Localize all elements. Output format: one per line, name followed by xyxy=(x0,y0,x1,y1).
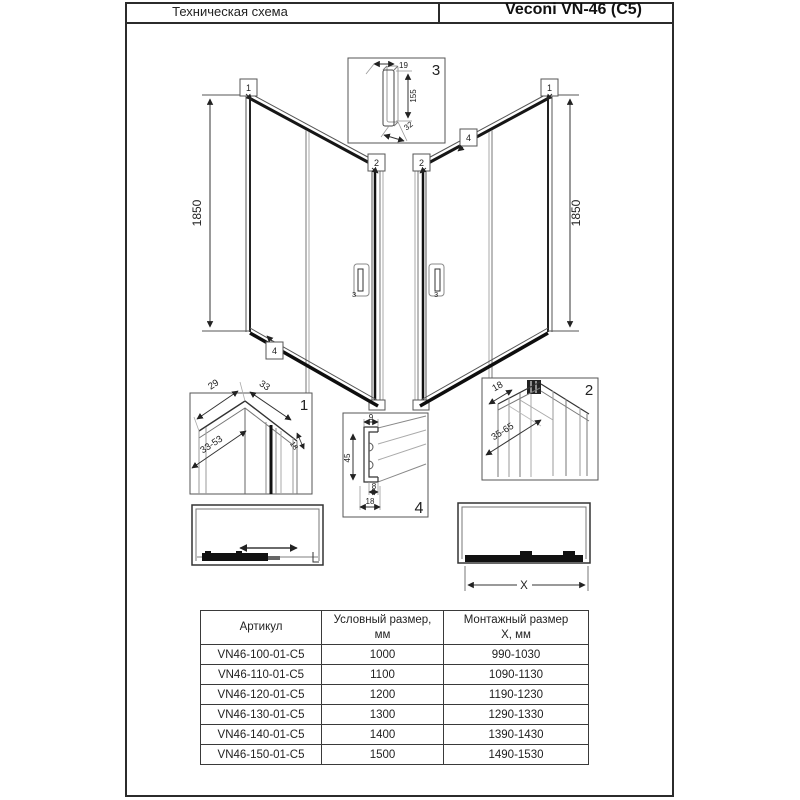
svg-text:1: 1 xyxy=(245,83,252,93)
detail-1-dim-range: 33-53 xyxy=(198,433,225,457)
detail-3-label: 3 xyxy=(431,62,441,79)
detail-1-dim-29: 29 xyxy=(206,377,222,393)
detail-4-dim-8: 8 xyxy=(371,482,377,491)
detail-4-label: 4 xyxy=(414,500,424,517)
svg-text:4: 4 xyxy=(465,133,472,143)
detail-2-dim-range: 35-65 xyxy=(489,420,516,443)
page-title: Техническая схема xyxy=(172,4,288,19)
detail-3-dim-19: 19 xyxy=(399,61,408,70)
table-row xyxy=(201,685,589,705)
table-row xyxy=(201,725,589,745)
plan-view-right xyxy=(458,503,590,592)
size-table xyxy=(200,610,589,765)
detail-1-dim-18: 18 xyxy=(287,439,301,452)
detail-2-label: 2 xyxy=(584,382,594,399)
plan-view-left xyxy=(192,505,323,565)
mount-cell: 1490-1530 xyxy=(444,745,589,765)
mount-cell: 1390-1430 xyxy=(444,725,589,745)
article-cell: VN46-110-01-C5 xyxy=(201,665,322,685)
detail-4 xyxy=(343,413,428,517)
technical-drawing xyxy=(125,22,672,600)
right-callout-3: 3 xyxy=(434,290,439,299)
detail-3-dim-155: 155 xyxy=(409,89,418,103)
table-row xyxy=(201,645,589,665)
detail-2-dim-18: 18 xyxy=(490,379,506,395)
right-height-label: 1850 xyxy=(569,199,583,227)
size-cell: 1200 xyxy=(322,685,444,705)
x-dimension xyxy=(465,566,588,592)
svg-text:1: 1 xyxy=(546,83,553,93)
article-cell: VN46-130-01-C5 xyxy=(201,705,322,725)
left-door-handle xyxy=(354,264,369,296)
product-title: Veconi VN-46 (C5) xyxy=(505,1,642,18)
detail-1-label: 1 xyxy=(299,397,309,414)
detail-4-dim-45: 45 xyxy=(343,453,352,463)
mount-cell: 990-1030 xyxy=(444,645,589,665)
size-cell: 1300 xyxy=(322,705,444,725)
detail-1 xyxy=(190,377,312,494)
plan-right-door-track xyxy=(465,555,583,562)
table-row xyxy=(201,705,589,725)
svg-text:2: 2 xyxy=(418,158,425,168)
size-cell: 1400 xyxy=(322,725,444,745)
article-cell: VN46-150-01-C5 xyxy=(201,745,322,765)
left-callout-4 xyxy=(266,336,283,359)
detail-3-dim-32: 32 xyxy=(402,119,415,133)
col-header-mounting-size: Монтажный размер Х, мм xyxy=(444,611,589,645)
table-header-row xyxy=(201,611,589,645)
size-cell: 1500 xyxy=(322,745,444,765)
left-height-label: 1850 xyxy=(190,199,204,227)
right-callout-1 xyxy=(541,79,558,100)
article-cell: VN46-100-01-C5 xyxy=(201,645,322,665)
x-dimension-label: X xyxy=(520,580,528,592)
detail-4-dim-9: 9 xyxy=(368,413,374,422)
right-callout-4 xyxy=(458,129,477,151)
detail-1-dim-33: 33 xyxy=(256,378,272,394)
mount-cell: 1290-1330 xyxy=(444,705,589,725)
left-callout-3: 3 xyxy=(352,290,357,299)
col-header-article: Артикул xyxy=(201,611,322,645)
article-cell: VN46-140-01-C5 xyxy=(201,725,322,745)
left-height-dimension xyxy=(190,95,250,331)
table-row xyxy=(201,665,589,685)
table-row xyxy=(201,745,589,765)
detail-2 xyxy=(482,378,598,480)
mount-cell: 1090-1130 xyxy=(444,665,589,685)
svg-text:4: 4 xyxy=(271,346,278,356)
detail-4-dim-18: 18 xyxy=(365,497,375,506)
right-height-dimension xyxy=(548,95,583,331)
plan-left-sliding-door xyxy=(202,553,268,561)
size-cell: 1000 xyxy=(322,645,444,665)
svg-text:2: 2 xyxy=(373,158,380,168)
mount-cell: 1190-1230 xyxy=(444,685,589,705)
detail-3 xyxy=(348,58,445,143)
size-cell: 1100 xyxy=(322,665,444,685)
article-cell: VN46-120-01-C5 xyxy=(201,685,322,705)
col-header-nominal-size: Условный размер, мм xyxy=(322,611,444,645)
left-callout-2 xyxy=(368,154,385,173)
right-callout-2 xyxy=(413,154,430,173)
left-callout-1 xyxy=(240,79,257,100)
